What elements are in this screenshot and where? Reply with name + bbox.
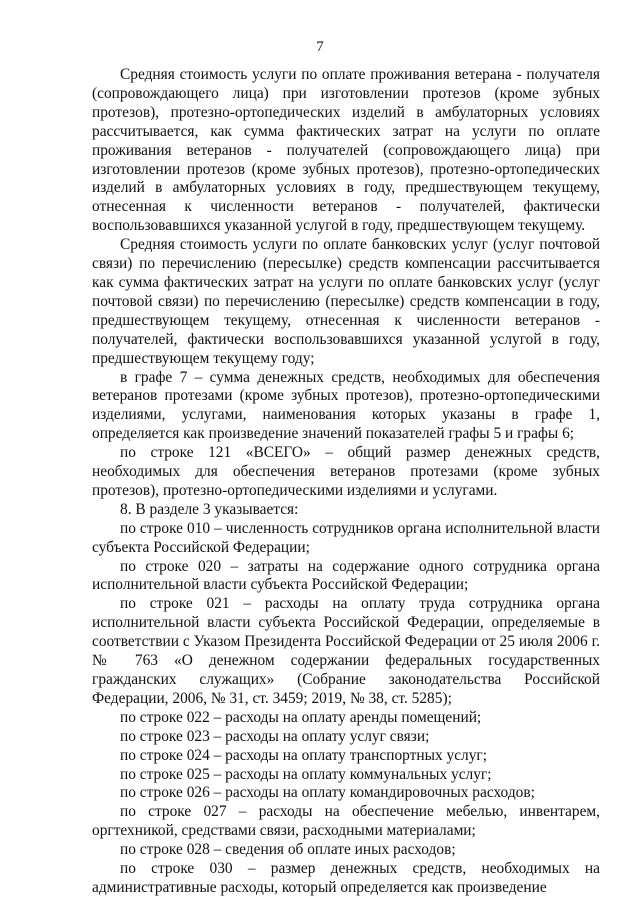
paragraph-line-028: по строке 028 – сведения об оплате иных расходов;	[120, 841, 456, 859]
page-number: 7	[316, 39, 324, 55]
paragraph-2: Средняя стоимость услуги по оплате банковских услуг (услуг почтовой связи) по перечислению (пересылке) средств компенсации рассчитывается как сумма фактических затрат на услуги по оплате банковских услуг (услуг почтовой связи) по перечислению (пересылке) средств компенсации в году, предшествующем текущему, отнесенная к численности ветеранов - получателей, фактически воспользовавшихся указанной услугой в году, предшествующем текущему году;	[92, 236, 600, 367]
paragraph-line-024: по строке 024 – расходы на оплату транспортных услуг;	[120, 746, 487, 764]
paragraph-line-030: по строке 030 – размер денежных средств, необходимых на административные расходы, который определяется как произведение	[92, 860, 600, 896]
paragraph-line-010: по строке 010 – численность сотрудников органа исполнительной власти субъекта Российской Федерации;	[92, 519, 600, 556]
paragraph-line-020: по строке 020 – затраты на содержание одного сотрудника органа исполнительной власти субъекта Российской Федерации;	[92, 557, 600, 594]
paragraph-line-025: по строке 025 – расходы на оплату коммунальных услуг;	[120, 765, 492, 783]
paragraph-3: в графе 7 – сумма денежных средств, необходимых для обеспечения ветеранов протезами (кроме зубных протезов), протезно-ортопедическими изделиями, услугами, наименования которых указаны в графе 1, определяется как произведение значений показателей графы 5 и графы 6;	[92, 368, 600, 443]
document-body	[92, 66, 600, 898]
paragraph-4: по строке 121 «ВСЕГО» – общий размер денежных средств, необходимых для обеспечения ветеранов протезами (кроме зубных протезов), протезно-ортопедическими изделиями и услугами.	[92, 444, 600, 499]
paragraph-line-022: по строке 022 – расходы на оплату аренды помещений;	[120, 708, 482, 726]
paragraph-line-027: по строке 027 – расходы на обеспечение мебелью, инвентарем, оргтехникой, средствами связи, расходными материалами;	[92, 803, 600, 840]
section-heading: 8. В разделе 3 указывается:	[120, 500, 299, 518]
paragraph-line-021: по строке 021 – расходы на оплату труда сотрудника органа исполнительной власти субъекта Российской Федерации, определяемые в соответствии с Указом Президента Российской Федерации от 25 июля 2006 г. № 763 «О денежном содержании федеральных государственных гражданских служащих» (Собрание законодательства Российской Федерации, 2006, № 31, ст. 3459; 2019, № 38, ст. 5285);	[92, 595, 600, 707]
paragraph-line-026: по строке 026 – расходы на оплату командировочных расходов;	[120, 784, 535, 802]
paragraph-line-023: по строке 023 – расходы на оплату услуг связи;	[120, 727, 430, 745]
paragraph-1: Средняя стоимость услуги по оплате проживания ветерана - получателя (сопровождающего лица) при изготовлении протезов (кроме зубных протезов), протезно-ортопедических изделий в амбулаторных условиях рассчитывается, как сумма фактических затрат на услуги по оплате проживания ветеранов - получателей (сопровождающего лица) при изготовлении протезов (кроме зубных протезов), протезно-ортопедических изделий в амбулаторных условиях в году, предшествующем текущему, отнесенная к численности ветеранов - получателей, фактически воспользовавшихся указанной услугой в году, предшествующем текущему.	[92, 66, 600, 235]
